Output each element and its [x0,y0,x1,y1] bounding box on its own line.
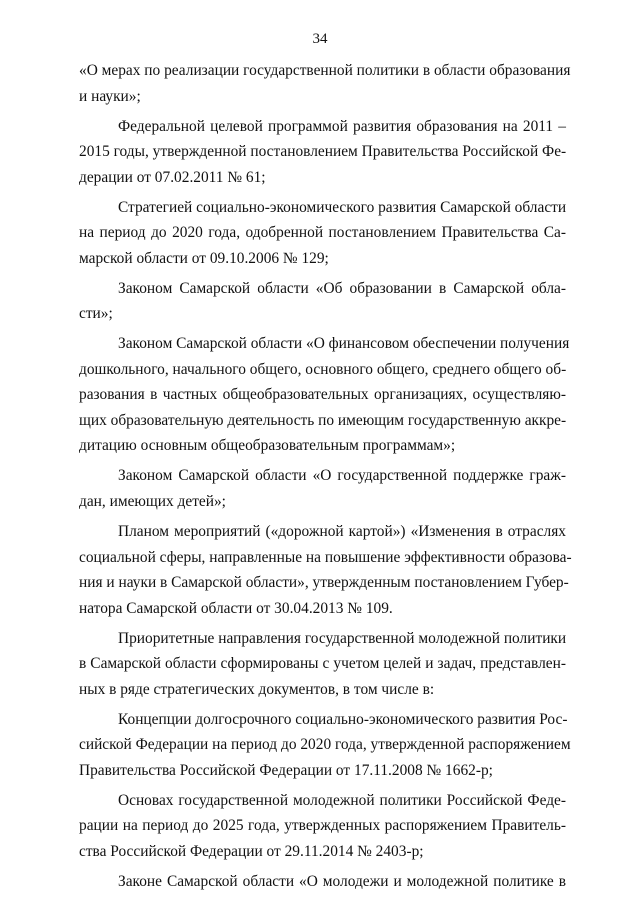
text-line: Планом мероприятий («дорожной картой») «Изменения в отраслях [118,523,566,541]
text-line: рации на период до 2025 года, утвержденных распоряжением Правитель- [79,817,566,835]
text-line: дитацию основным общеобразовательным программам»; [79,437,456,455]
paragraph [79,707,571,784]
text-line: Основах государственной молодежной политики Российской Феде- [118,791,566,809]
body-text [79,58,572,899]
text-line: Законом Самарской области «О государственной поддержке граж- [118,467,566,485]
text-line: дерации от 07.02.2011 № 61; [79,168,266,186]
paragraph [79,276,566,327]
text-line: 2015 годы, утвержденной постановлением Правительства Российской Фе- [79,143,567,161]
paragraph [79,195,566,272]
text-line: сти»; [79,305,113,323]
text-line: в Самарской области сформированы с учетом целей и задач, представлен- [79,655,566,673]
text-line: «О мерах по реализации государственной политики в области образования [79,62,571,79]
text-line: дан, имеющих детей»; [79,492,226,510]
text-line: социальной сферы, направленные на повышение эффективности образова- [79,548,572,566]
text-line: Правительства Российской Федерации от 17.11.2008 № 1662-р; [79,761,493,779]
text-line: ных в ряде стратегических документов, в том числе в: [79,680,435,698]
text-line: натора Самарской области от 30.04.2013 № 109. [79,599,393,617]
text-line: сийской Федерации на период до 2020 года, утвержденной распоряжением [79,736,571,754]
text-line: Стратегией социально-экономического развития Самарской области [118,198,567,216]
text-line: Концепции долгосрочного социально-экономического развития Рос- [118,710,568,728]
paragraph [79,463,566,514]
text-line: Приоритетные направления государственной молодежной политики [118,629,567,647]
paragraph [79,331,570,459]
text-line: марской области от 09.10.2006 № 129; [79,249,329,267]
paragraph [79,788,566,865]
text-line: Законе Самарской области «О молодежи и молодежной политике в [118,872,566,890]
text-line: Законом Самарской области «Об образовании в Самарской обла- [118,279,566,297]
text-line: ния и науки в Самарской области», утвержденным постановлением Губер- [79,574,569,592]
text-line: дошкольного, начального общего, основного общего, среднего общего об- [79,360,567,378]
paragraph [79,626,566,703]
text-line: разования в частных общеобразовательных организациях, осуществляю- [79,386,566,404]
text-line: Федеральной целевой программой развития образования на 2011 – [118,117,566,135]
paragraph [79,519,572,621]
text-line: на период до 2020 года, одобренной постановлением Правительства Са- [79,224,566,242]
page-number: 34 [312,31,328,47]
paragraph [79,114,566,191]
paragraph [79,869,566,895]
text-line: ства Российской Федерации от 29.11.2014 № 2403-р; [79,842,424,860]
paragraph [79,58,571,109]
text-line: и науки»; [79,87,141,105]
text-line: щих образовательную деятельность по имеющим государственную аккре- [79,411,567,429]
text-line: Законом Самарской области «О финансовом обеспечении получения [118,335,570,353]
